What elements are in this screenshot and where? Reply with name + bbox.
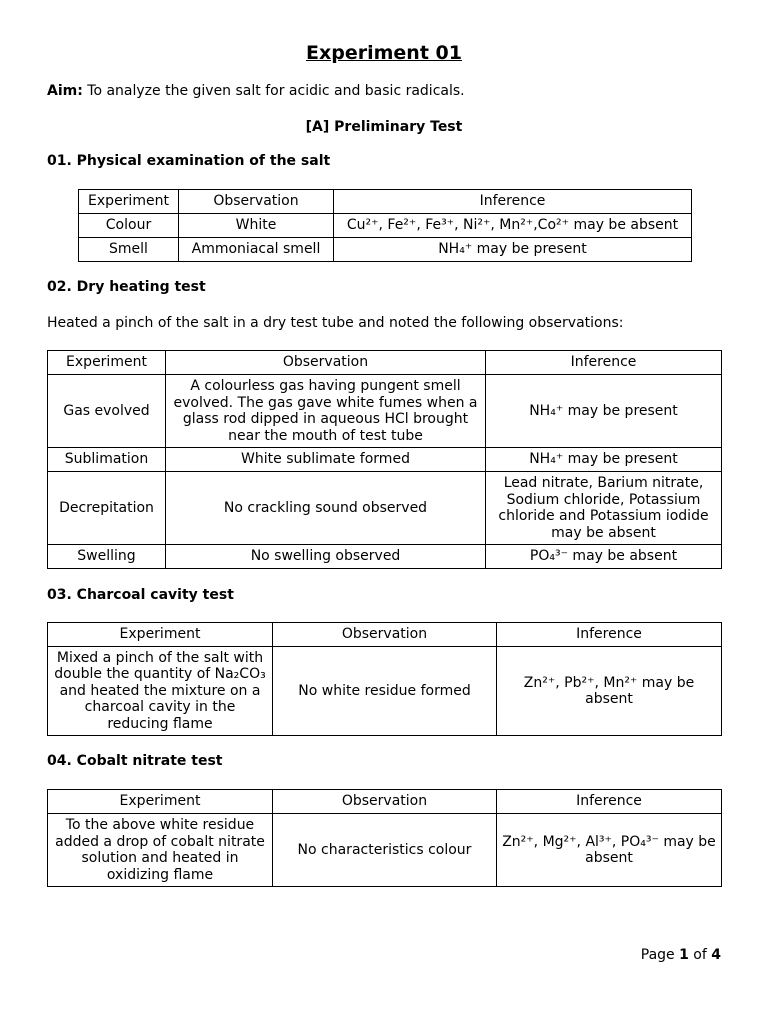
- table-header-row: [48, 351, 722, 375]
- header-cell: Observation: [179, 190, 334, 214]
- heading-charcoal-cavity: 03. Charcoal cavity test: [47, 587, 234, 603]
- header-cell: Experiment: [79, 190, 179, 214]
- table-cell: A colourless gas having pungent smell evolved. The gas gave white fumes when a glass rod dipped in aqueous HCl brought near the mouth of test tube: [166, 375, 486, 448]
- table-physical-examination: [78, 189, 692, 262]
- header-cell: Experiment: [48, 351, 166, 375]
- table-cell: Zn²⁺, Pb²⁺, Mn²⁺ may be absent: [497, 647, 722, 736]
- aim-label: Aim:: [47, 83, 83, 99]
- table-cell: Colour: [79, 214, 179, 238]
- page-label: Page: [640, 947, 680, 963]
- table-cell: Sublimation: [48, 448, 166, 472]
- section-heading-preliminary: [A] Preliminary Test: [305, 119, 463, 135]
- table-cell: Ammoniacal smell: [179, 238, 334, 262]
- table-row: [48, 375, 722, 448]
- table-cell: NH₄⁺ may be present: [334, 238, 692, 262]
- header-cell: Inference: [486, 351, 722, 375]
- table-header-row: [79, 190, 692, 214]
- current-page: 1: [679, 947, 689, 963]
- table-row: [48, 814, 722, 887]
- header-cell: Experiment: [48, 790, 273, 814]
- table-charcoal-cavity: [47, 622, 722, 736]
- of-label: of: [688, 947, 712, 963]
- table-row: [48, 472, 722, 545]
- table-header-row: [48, 790, 722, 814]
- table-dry-heating: [47, 350, 722, 569]
- table-cell: White sublimate formed: [166, 448, 486, 472]
- table-row: [48, 545, 722, 569]
- table-cell: No white residue formed: [273, 647, 497, 736]
- total-pages: 4: [711, 947, 721, 963]
- table-header-row: [48, 623, 722, 647]
- table-cell: White: [179, 214, 334, 238]
- table-cell: Decrepitation: [48, 472, 166, 545]
- table-cell: NH₄⁺ may be present: [486, 448, 722, 472]
- header-cell: Observation: [166, 351, 486, 375]
- header-cell: Inference: [497, 790, 722, 814]
- header-cell: Inference: [497, 623, 722, 647]
- table-cell: Gas evolved: [48, 375, 166, 448]
- header-cell: Observation: [273, 623, 497, 647]
- table-cell: No crackling sound observed: [166, 472, 486, 545]
- aim-line: [47, 83, 465, 99]
- table-row: [79, 238, 692, 262]
- table-row: [79, 214, 692, 238]
- aim-text: To analyze the given salt for acidic and basic radicals.: [82, 83, 465, 99]
- table-cell: Cu²⁺, Fe²⁺, Fe³⁺, Ni²⁺, Mn²⁺,Co²⁺ may be absent: [334, 214, 692, 238]
- table-cell: Smell: [79, 238, 179, 262]
- table-cell: No characteristics colour: [273, 814, 497, 887]
- table-row: [48, 448, 722, 472]
- header-cell: Observation: [273, 790, 497, 814]
- table-cobalt-nitrate: [47, 789, 722, 887]
- heading-cobalt-nitrate: 04. Cobalt nitrate test: [47, 753, 223, 769]
- page-number: [641, 947, 721, 963]
- table-row: [48, 647, 722, 736]
- header-cell: Experiment: [48, 623, 273, 647]
- table-cell: Mixed a pinch of the salt with double the quantity of Na₂CO₃ and heated the mixture on a charcoal cavity in the reducing flame: [48, 647, 273, 736]
- header-cell: Inference: [334, 190, 692, 214]
- table-cell: Zn²⁺, Mg²⁺, Al³⁺, PO₄³⁻ may be absent: [497, 814, 722, 887]
- heading-dry-heating: 02. Dry heating test: [47, 279, 206, 295]
- table-cell: No swelling observed: [166, 545, 486, 569]
- table-cell: Swelling: [48, 545, 166, 569]
- heading-physical-examination: 01. Physical examination of the salt: [47, 153, 331, 169]
- dry-heating-intro: Heated a pinch of the salt in a dry test tube and noted the following observations:: [47, 315, 624, 331]
- table-cell: PO₄³⁻ may be absent: [486, 545, 722, 569]
- table-cell: To the above white residue added a drop of cobalt nitrate solution and heated in oxidizing flame: [48, 814, 273, 887]
- table-cell: NH₄⁺ may be present: [486, 375, 722, 448]
- page-title: Experiment 01: [306, 42, 462, 64]
- table-cell: Lead nitrate, Barium nitrate, Sodium chloride, Potassium chloride and Potassium iodide may be absent: [486, 472, 722, 545]
